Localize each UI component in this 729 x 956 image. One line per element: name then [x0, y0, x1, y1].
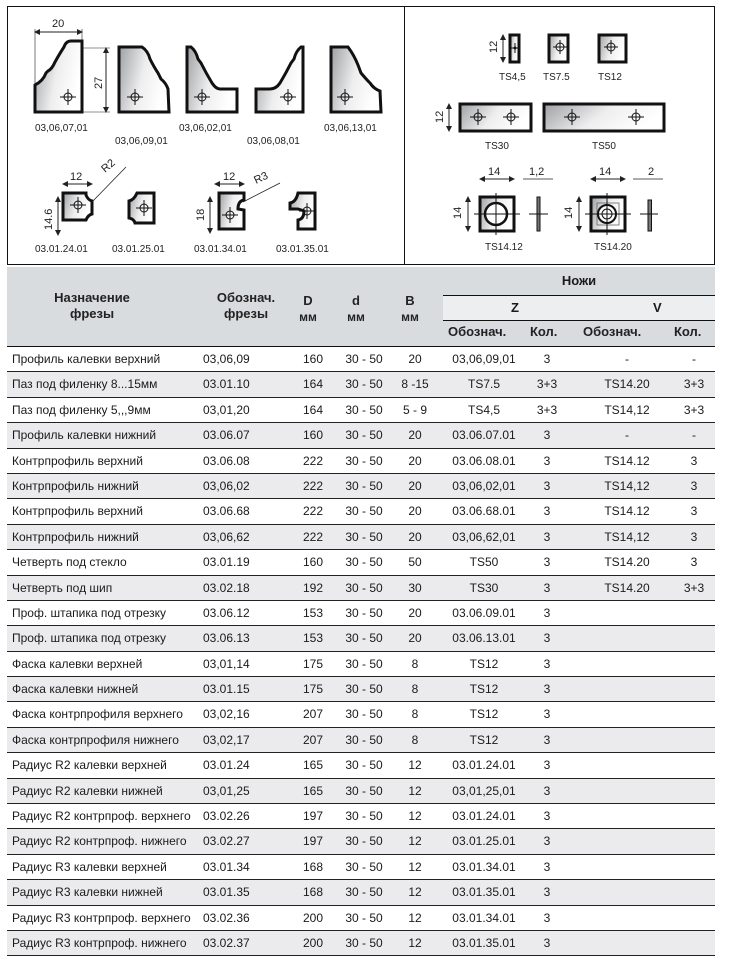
cell-name: Контрпрофиль верхний	[12, 453, 143, 468]
cell-z-qty: 3	[543, 478, 551, 493]
table-row	[7, 652, 715, 677]
table-row	[7, 601, 715, 626]
cell-D: 165	[302, 783, 324, 798]
ts-knife-label: TS14.12	[485, 242, 523, 253]
radius-knife-label: 03.01.24.01	[35, 244, 88, 255]
cell-code: 03.06.07	[203, 428, 250, 443]
table-row	[7, 829, 715, 854]
cell-v-qty: 3+3	[683, 580, 705, 595]
table-row	[7, 677, 715, 702]
cell-z-qty: 3	[543, 555, 551, 570]
cell-z-qty: 3	[543, 605, 551, 620]
cell-d: 30 - 50	[345, 834, 383, 849]
cell-z-code: 03,06,09,01	[452, 352, 516, 366]
col-header-code: Обознач. фрезы	[216, 290, 276, 321]
cell-v-code: TS14,12	[604, 478, 650, 493]
cell-z-qty: 3	[543, 656, 551, 671]
cell-code: 03.02.18	[203, 580, 250, 595]
profile-knife-03-06-13-01	[324, 47, 381, 134]
table-row	[7, 855, 715, 880]
radius-knife-03-01-35-01	[276, 193, 329, 255]
cell-z-qty: 3	[543, 834, 551, 849]
profile-knife-03-06-07-01	[35, 18, 110, 134]
table-row	[7, 702, 715, 727]
cell-d: 30 - 50	[345, 783, 383, 798]
cell-v-code: TS14.12	[604, 504, 650, 519]
cell-d: 30 - 50	[345, 631, 383, 646]
cell-code: 03.02.36	[203, 910, 250, 925]
cell-code: 03,01,14	[203, 656, 250, 671]
cell-z-qty: 3+3	[536, 377, 558, 392]
cell-name: Радиус R3 контрпроф. нижнего	[12, 935, 187, 950]
cell-d: 30 - 50	[345, 605, 383, 620]
cell-B: 12	[408, 859, 422, 874]
radius-knife-label: 03.01.35.01	[276, 244, 329, 255]
cell-v-code: -	[625, 352, 629, 366]
cell-code: 03.02.27	[203, 834, 250, 849]
cell-name: Фаска контрпрофиля нижнего	[12, 732, 179, 747]
cell-v-qty: 3	[690, 529, 698, 544]
cell-D: 207	[302, 707, 324, 722]
cell-B: 8	[411, 656, 419, 671]
ts-long-height-dim: 12	[434, 110, 446, 123]
knife-type-band	[443, 295, 715, 321]
profile-width-dim: 20	[52, 18, 65, 30]
table-row	[7, 525, 715, 550]
cell-z-code: 03,06,02,01	[452, 478, 516, 493]
cell-z-code: TS12	[469, 656, 499, 671]
profile-knife-label: 03,06,08,01	[247, 136, 300, 147]
cell-z-code: 03.01.34.01	[452, 910, 516, 925]
cell-code: 03,06,02	[203, 478, 250, 493]
cell-d: 30 - 50	[345, 859, 383, 874]
cell-name: Проф. штапика под отрезку	[12, 631, 167, 646]
cell-D: 164	[302, 377, 324, 392]
cell-code: 03.01.15	[203, 682, 250, 697]
cell-code: 03.01.24	[203, 758, 250, 773]
cell-name: Паз под филенку 8...15мм	[12, 377, 158, 392]
cell-z-code: 03.01.24.01	[452, 809, 516, 824]
ts-knife-ts14-12	[452, 166, 553, 253]
cell-name: Радиус R2 калевки верхней	[12, 758, 167, 773]
cell-code: 03,06,62	[203, 529, 250, 544]
cell-D: 197	[302, 834, 324, 849]
cell-z-qty: 3	[543, 732, 551, 747]
cell-d: 30 - 50	[345, 809, 383, 824]
cell-z-qty: 3+3	[536, 402, 558, 417]
cell-B: 20	[408, 352, 422, 366]
cell-B: 20	[408, 428, 422, 443]
cell-B: 8 -15	[401, 377, 429, 392]
radius-knife-03-01-24-01	[35, 157, 126, 255]
cell-v-qty: 3	[690, 453, 698, 468]
table-row	[7, 626, 715, 651]
cell-z-code: 03.01.25.01	[452, 834, 516, 849]
cell-D: 168	[302, 859, 324, 874]
ts-knife-ts7-5	[543, 35, 570, 83]
cell-z-code: TS7.5	[467, 377, 500, 392]
ts-small-height-dim: 12	[488, 40, 500, 53]
cell-z-qty: 3	[543, 580, 551, 595]
cell-d: 30 - 50	[345, 910, 383, 925]
cell-name: Радиус R3 калевки нижней	[12, 885, 163, 900]
cell-B: 20	[408, 529, 422, 544]
cell-D: 192	[302, 580, 324, 595]
cell-D: 153	[302, 605, 324, 620]
cell-name: Радиус R2 контрпроф. верхнего	[12, 809, 191, 824]
ts14-20-height-dim: 14	[563, 206, 575, 219]
cell-code: 03.06.08	[203, 453, 250, 468]
r2-width-dim: 12	[70, 171, 83, 183]
cell-v-qty: 3+3	[683, 402, 705, 417]
cell-d: 30 - 50	[345, 707, 383, 722]
cell-name: Радиус R3 контрпроф. верхнего	[12, 910, 191, 925]
table-row	[7, 576, 715, 601]
cell-name: Радиус R2 контрпроф. нижнего	[12, 834, 187, 849]
radius-knife-03-01-34-01	[194, 170, 280, 255]
cell-code: 03,01,25	[203, 783, 250, 798]
cell-D: 160	[302, 352, 324, 366]
cell-code: 03.02.26	[203, 809, 250, 824]
table-row	[7, 931, 715, 956]
radius-knife-03-01-25-01	[112, 193, 165, 255]
profile-knife-label: 03,06,07,01	[35, 123, 88, 134]
col-header-B: B мм	[401, 293, 419, 324]
cell-B: 8	[411, 732, 419, 747]
cell-code: 03,02,17	[203, 732, 250, 747]
cell-v-code: TS14,12	[604, 529, 650, 544]
cell-z-qty: 3	[543, 504, 551, 519]
cell-B: 20	[408, 605, 422, 620]
cell-D: 164	[302, 402, 324, 417]
profile-knife-03-06-09-01	[115, 47, 169, 147]
col-header-name: Назначение фрезы	[54, 290, 130, 321]
table-row	[7, 906, 715, 931]
ts-knife-label: TS30	[485, 141, 509, 152]
cell-B: 12	[408, 910, 422, 925]
r3-width-dim: 12	[223, 171, 236, 183]
cell-z-qty: 3	[543, 707, 551, 722]
ts-knife-ts50	[544, 104, 664, 152]
knife-drawings-svg	[8, 7, 716, 266]
cell-name: Профиль калевки верхний	[12, 352, 161, 366]
cell-D: 175	[302, 656, 324, 671]
cell-d: 30 - 50	[345, 402, 383, 417]
cell-D: 168	[302, 885, 324, 900]
cell-name: Радиус R3 калевки верхней	[12, 859, 167, 874]
cell-d: 30 - 50	[345, 428, 383, 443]
ts-knife-ts14-20	[563, 166, 663, 253]
table-row	[7, 423, 715, 448]
table-row	[7, 398, 715, 423]
cell-z-code: TS12	[469, 732, 499, 747]
knives-group-header: Ножи	[561, 273, 597, 288]
cell-d: 30 - 50	[345, 885, 383, 900]
cell-D: 222	[302, 529, 324, 544]
cell-code: 03.01.19	[203, 555, 250, 570]
ts-knife-ts12	[598, 35, 626, 83]
cell-z-code: TS12	[469, 707, 499, 722]
cell-code: 03.06.12	[203, 605, 250, 620]
cell-code: 03,02,16	[203, 707, 250, 722]
col-header-z-code: Обознач.	[448, 324, 507, 339]
cell-v-qty: 3+3	[683, 377, 705, 392]
cell-v-qty: 3	[690, 504, 698, 519]
cell-D: 175	[302, 682, 324, 697]
cell-name: Фаска контрпрофиля верхнего	[12, 707, 183, 722]
table-row	[7, 372, 715, 397]
cell-z-qty: 3	[543, 352, 551, 366]
r3-height-dim: 18	[195, 208, 207, 221]
r2-height-dim: 14.6	[43, 208, 55, 230]
cell-D: 207	[302, 732, 324, 747]
ts14-20-size-dim: 14	[599, 166, 612, 178]
cell-code: 03.01.10	[203, 377, 250, 392]
cell-z-qty: 3	[543, 935, 551, 950]
cell-z-code: 03.06.09.01	[452, 605, 516, 620]
cell-D: 165	[302, 758, 324, 773]
cutter-specs-table	[7, 267, 715, 956]
cell-v-code: -	[625, 428, 629, 443]
cell-code: 03.02.37	[203, 935, 250, 950]
cell-d: 30 - 50	[345, 555, 383, 570]
profile-knife-03-06-08-01	[247, 47, 303, 147]
knife-drawings-panel	[7, 6, 715, 265]
cell-name: Контрпрофиль нижний	[12, 478, 139, 493]
cell-D: 222	[302, 504, 324, 519]
cell-d: 30 - 50	[345, 758, 383, 773]
cell-B: 20	[408, 631, 422, 646]
table-header	[7, 267, 715, 347]
cell-name: Паз под филенку 5,,,9мм	[12, 402, 151, 417]
cell-name: Четверть под стекло	[12, 555, 127, 570]
cell-z-qty: 3	[543, 910, 551, 925]
cell-B: 8	[411, 707, 419, 722]
cell-B: 12	[408, 834, 422, 849]
cell-name: Проф. штапика под отрезку	[12, 605, 167, 620]
ts-knife-label: TS4,5	[499, 72, 526, 83]
ts14-12-height-dim: 14	[452, 206, 464, 219]
cell-B: 12	[408, 935, 422, 950]
cell-code: 03,06,09	[203, 352, 250, 366]
table-row	[7, 728, 715, 753]
cell-z-qty: 3	[543, 682, 551, 697]
cell-z-code: 03.06.08.01	[452, 453, 516, 468]
cell-v-code: TS14.12	[604, 453, 650, 468]
r3-radius-dim: R3	[252, 169, 271, 187]
cell-D: 197	[302, 809, 324, 824]
cell-B: 20	[408, 453, 422, 468]
cell-B: 30	[408, 580, 422, 595]
cell-B: 12	[408, 758, 422, 773]
cell-z-qty: 3	[543, 453, 551, 468]
cell-z-code: TS50	[469, 555, 499, 570]
col-header-v-code: Обознач.	[583, 324, 642, 339]
ts-knife-ts30	[434, 104, 531, 152]
cell-code: 03,01,20	[203, 402, 250, 417]
cell-name: Фаска калевки верхней	[12, 656, 143, 671]
col-header-d: d мм	[347, 293, 365, 324]
table-row	[7, 474, 715, 499]
profile-height-dim: 27	[93, 76, 105, 89]
cell-v-qty: 3	[690, 478, 698, 493]
cell-z-code: 03.01.35.01	[452, 935, 516, 950]
cell-z-qty: 3	[543, 783, 551, 798]
cell-name: Профиль калевки нижний	[12, 428, 157, 443]
cell-z-qty: 3	[543, 529, 551, 544]
ts-knife-label: TS50	[592, 141, 616, 152]
profile-knife-label: 03,06,09,01	[115, 136, 168, 147]
cell-d: 30 - 50	[345, 656, 383, 671]
cell-B: 50	[408, 555, 422, 570]
cell-z-code: TS4,5	[467, 402, 500, 417]
radius-knife-label: 03.01.34.01	[194, 244, 247, 255]
cell-v-code: TS14.20	[604, 580, 650, 595]
cell-z-code: TS30	[469, 580, 499, 595]
ts-knife-ts4-5	[488, 35, 526, 83]
profile-knife-label: 03,06,02,01	[179, 123, 232, 134]
col-header-D: D мм	[299, 293, 317, 324]
cell-d: 30 - 50	[345, 377, 383, 392]
radius-knife-label: 03.01.25.01	[112, 244, 165, 255]
ts14-12-thickness-dim: 1,2	[529, 166, 545, 178]
cell-code: 03.06.13	[203, 631, 250, 646]
cell-z-code: 03.06.07.01	[452, 428, 516, 443]
cell-B: 12	[408, 809, 422, 824]
table-row	[7, 347, 715, 372]
table-row	[7, 499, 715, 524]
cell-z-code: TS12	[469, 682, 499, 697]
cell-B: 5 - 9	[402, 402, 427, 417]
cell-v-qty: 3	[690, 555, 698, 570]
cell-v-code: TS14,12	[604, 402, 650, 417]
cell-d: 30 - 50	[345, 504, 383, 519]
cell-z-qty: 3	[543, 758, 551, 773]
cell-name: Контрпрофиль нижний	[12, 529, 139, 544]
cell-z-qty: 3	[543, 428, 551, 443]
table-row	[7, 804, 715, 829]
cell-d: 30 - 50	[345, 352, 383, 366]
cell-z-qty: 3	[543, 885, 551, 900]
table-row	[7, 753, 715, 778]
cell-d: 30 - 50	[345, 580, 383, 595]
cell-z-code: 03,01,25,01	[452, 783, 516, 798]
col-header-V: V	[653, 300, 662, 315]
ts-knife-label: TS7.5	[543, 72, 570, 83]
cell-D: 160	[302, 555, 324, 570]
cell-d: 30 - 50	[345, 529, 383, 544]
cell-d: 30 - 50	[345, 935, 383, 950]
col-header-v-qty: Кол.	[674, 324, 702, 339]
ts-knife-label: TS14.20	[594, 242, 632, 253]
cell-d: 30 - 50	[345, 682, 383, 697]
cell-name: Контрпрофиль верхний	[12, 504, 143, 519]
cell-code: 03.01.34	[203, 859, 250, 874]
cell-D: 222	[302, 453, 324, 468]
cell-v-qty: -	[692, 352, 696, 366]
cell-v-code: TS14.20	[604, 377, 650, 392]
cell-B: 8	[411, 682, 419, 697]
cell-z-code: 03.06.68.01	[452, 504, 516, 519]
cell-z-code: 03.01.24.01	[452, 758, 516, 773]
cell-d: 30 - 50	[345, 478, 383, 493]
cell-z-qty: 3	[543, 809, 551, 824]
cell-B: 12	[408, 783, 422, 798]
cell-name: Радиус R2 калевки нижней	[12, 783, 163, 798]
table-row	[7, 449, 715, 474]
cell-z-qty: 3	[543, 631, 551, 646]
cell-D: 200	[302, 935, 324, 950]
cell-v-qty: -	[692, 428, 696, 443]
cell-code: 03.01.35	[203, 885, 250, 900]
cell-D: 160	[302, 428, 324, 443]
cell-B: 12	[408, 885, 422, 900]
table-body	[7, 347, 715, 956]
cell-d: 30 - 50	[345, 453, 383, 468]
cell-v-code: TS14.20	[604, 555, 650, 570]
table-row	[7, 550, 715, 575]
cell-code: 03.06.68	[203, 504, 250, 519]
profile-knife-label: 03,06,13,01	[324, 123, 377, 134]
ts14-20-thickness-dim: 2	[648, 166, 655, 178]
cell-z-code: 03.01.35.01	[452, 885, 516, 900]
ts-knife-label: TS12	[598, 72, 622, 83]
r2-radius-dim: R2	[99, 157, 118, 176]
cell-z-code: 03,06,62,01	[452, 529, 516, 544]
cell-name: Четверть под шип	[12, 580, 113, 595]
cell-D: 200	[302, 910, 324, 925]
cell-d: 30 - 50	[345, 732, 383, 747]
cell-z-code: 03.01.34.01	[452, 859, 516, 874]
col-header-z-qty: Кол.	[530, 324, 558, 339]
ts14-12-size-dim: 14	[488, 166, 501, 178]
col-header-Z: Z	[511, 300, 519, 315]
profile-knife-03-06-02-01	[179, 47, 237, 134]
cell-D: 222	[302, 478, 324, 493]
cell-z-code: 03.06.13.01	[452, 631, 516, 646]
cell-B: 20	[408, 478, 422, 493]
cell-D: 153	[302, 631, 324, 646]
table-row	[7, 880, 715, 905]
cell-z-qty: 3	[543, 859, 551, 874]
table-row	[7, 779, 715, 804]
cell-name: Фаска калевки нижней	[12, 682, 139, 697]
cell-B: 20	[408, 504, 422, 519]
